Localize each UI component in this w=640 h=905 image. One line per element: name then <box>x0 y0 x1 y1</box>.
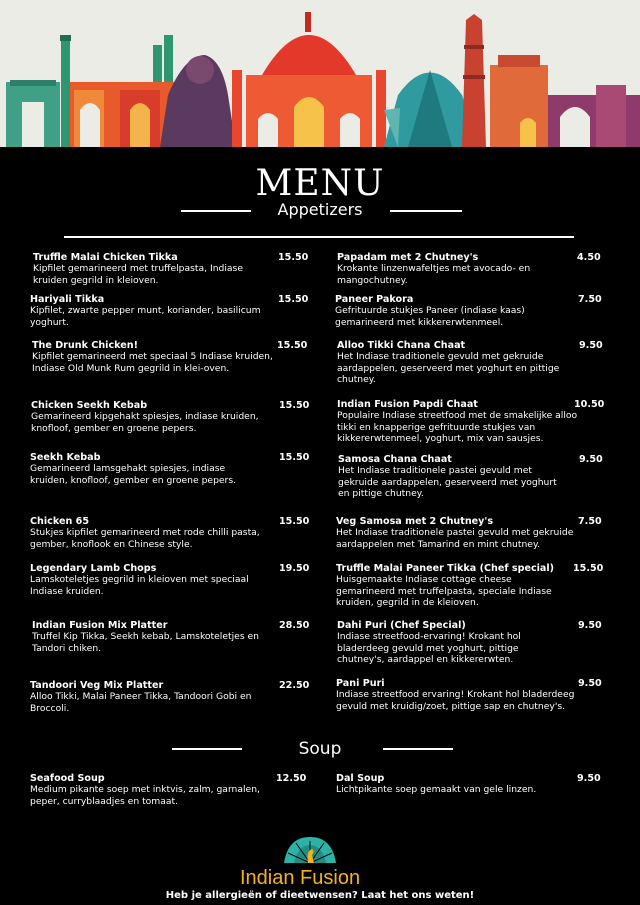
item-price: 9.50 <box>578 620 602 631</box>
item-name: Chicken Seekh Kebab <box>31 400 148 411</box>
skyline-banner <box>0 0 640 147</box>
item-description: Alloo Tikki, Malai Paneer Tikka, Tandoori Gobi en Broccoli. <box>30 691 252 714</box>
item-price: 15.50 <box>279 452 310 463</box>
item-name: Indian Fusion Papdi Chaat <box>337 399 478 410</box>
menu-item <box>30 294 309 328</box>
item-description: Gemarineerd kipgehakt spiesjes, indiase kruiden, knofloof, gember en groene pepers. <box>31 411 259 434</box>
item-description: Het Indiase traditionele pastei gevuld met gekruide aardappelen met Tamarind en mint chutney. <box>336 527 574 550</box>
item-description: Kipfilet gemarineerd met truffelpasta, Indiase kruiden gegrild in kleioven. <box>33 263 243 286</box>
item-price: 10.50 <box>574 399 605 410</box>
menu-item <box>336 773 602 796</box>
brand-name: Indian Fusion <box>240 867 361 889</box>
item-name: Papadam met 2 Chutney's <box>337 252 479 263</box>
item-description: Stukjes kipfilet gemarineerd met rode chilli pasta, gember, knoflook en Chinese style. <box>30 527 260 550</box>
item-description: Indiase streetfood-ervaring! Krokant hol bladerdeeg gevuld met yoghurt, pittige chutney's, aardappel en kikkererwten. <box>337 631 521 666</box>
item-description: Het Indiase traditionele gevuld met gekruide aardappelen, geserveerd met yoghurt en pittige chutney. <box>337 351 560 386</box>
item-price: 9.50 <box>579 340 603 351</box>
appetizers-heading-row <box>0 200 640 224</box>
item-price: 15.50 <box>279 400 310 411</box>
item-price: 7.50 <box>578 294 602 305</box>
menu-item <box>336 516 602 550</box>
item-description: Lichtpikante soep gemaakt van gele linzen. <box>336 784 537 795</box>
menu-item <box>30 773 307 807</box>
item-description: Kipfilet, zwarte pepper munt, koriander, basilicum yoghurt. <box>30 305 261 328</box>
item-price: 22.50 <box>279 680 310 691</box>
menu-item <box>30 516 310 550</box>
menu-item <box>32 340 308 374</box>
item-description: Lamskoteletjes gegrild in kleioven met speciaal Indiase kruiden. <box>30 574 249 597</box>
item-price: 9.50 <box>578 678 602 689</box>
menu-item <box>337 340 602 386</box>
item-name: The Drunk Chicken! <box>32 340 138 351</box>
item-name: Seafood Soup <box>30 773 105 784</box>
item-name: Truffle Malai Paneer Tikka (Chef special) <box>336 563 555 574</box>
item-name: Tandoori Veg Mix Platter <box>30 680 164 691</box>
menu-item <box>31 400 310 434</box>
item-price: 15.50 <box>278 294 309 305</box>
item-name: Paneer Pakora <box>335 294 414 305</box>
section-title-soup: Soup <box>298 739 342 759</box>
menu-item <box>30 563 310 597</box>
indian-monuments-illustration <box>0 0 640 147</box>
item-name: Samosa Chana Chaat <box>338 454 452 465</box>
menu-item <box>30 680 310 714</box>
india-gate-icon <box>6 80 60 147</box>
qutub-minar-icon <box>462 14 486 147</box>
item-description: Huisgemaakte Indiase cottage cheese gemarineerd met truffelpasta, speciale Indiase kruiden, gegrild in de kleioven. <box>336 574 552 609</box>
menu-item <box>335 294 600 328</box>
menu-item <box>336 678 602 712</box>
menu-item <box>337 252 600 286</box>
item-price: 15.50 <box>279 516 310 527</box>
item-price: 12.50 <box>276 773 307 784</box>
item-price: 15.50 <box>277 340 308 351</box>
menu-item <box>32 620 310 654</box>
section-title-appetizers: Appetizers <box>277 200 363 219</box>
item-name: Dal Soup <box>336 773 385 784</box>
item-description: Gefrituurde stukjes Paneer (indiase kaas) gemarineerd met kikkererwtenmeel. <box>335 305 525 328</box>
divider-full <box>64 236 574 238</box>
item-description: Kipfilet gemarineerd met speciaal 5 Indiase kruiden, Indiase Old Munk Rum gegrild in klei-oven. <box>32 351 273 374</box>
item-price: 9.50 <box>579 454 603 465</box>
menu-item <box>336 563 602 609</box>
item-description: Truffel Kip Tikka, Seekh kebab, Lamskoteletjes en Tandori chiken. <box>32 631 260 654</box>
item-price: 15.50 <box>573 563 604 574</box>
item-name: Indian Fusion Mix Platter <box>32 620 168 631</box>
item-name: Chicken 65 <box>30 516 89 527</box>
peacock-icon <box>238 835 402 865</box>
item-description: Krokante linzenwafeltjes met avocado- en mangochutney. <box>337 263 531 286</box>
item-name: Pani Puri <box>336 678 385 689</box>
item-description: Gemarineerd lamsgehakt spiesjes, indiase kruiden, knofloof, gember en groene pepers. <box>30 463 237 486</box>
item-name: Hariyali Tikka <box>30 294 105 305</box>
item-price: 28.50 <box>279 620 310 631</box>
menu-item <box>30 452 310 486</box>
item-name: Alloo Tikki Chana Chaat <box>337 340 466 351</box>
item-price: 4.50 <box>577 252 601 263</box>
item-description: Het Indiase traditionele pastei gevuld met gekruide aardappelen, geserveerd met yoghurt en pittige chutney. <box>338 465 557 500</box>
item-name: Veg Samosa met 2 Chutney's <box>336 516 494 527</box>
item-name: Legendary Lamb Chops <box>30 563 157 574</box>
item-price: 9.50 <box>577 773 601 784</box>
menu-title: MENU <box>255 163 385 204</box>
allergy-notice: Heb je allergieën of dieetwensen? Laat het ons weten! <box>165 890 475 901</box>
item-price: 15.50 <box>278 252 309 263</box>
item-description: Medium pikante soep met inktvis, zalm, garnalen, peper, curryblaadjes en tomaat. <box>30 784 260 807</box>
item-name: Dahi Puri (Chef Special) <box>337 620 466 631</box>
menu-item <box>337 620 602 666</box>
item-description: Populaire Indiase streetfood met de smakelijke alloo tikki en knapperige gefrituurde stukjes van kikkererwtenmeel, yoghurt, mix van sausjes. <box>337 410 578 445</box>
menu-item <box>337 399 605 445</box>
item-description: Indiase streetfood ervaring! Krokant hol bladerdeeg gevuld met kruidig/zoet, pittige sap en chutney's. <box>336 689 575 712</box>
menu-item <box>33 252 309 286</box>
item-name: Truffle Malai Chicken Tikka <box>33 252 178 263</box>
menu-item <box>338 454 602 500</box>
item-price: 7.50 <box>578 516 602 527</box>
item-price: 19.50 <box>279 563 310 574</box>
item-name: Seekh Kebab <box>30 452 101 463</box>
